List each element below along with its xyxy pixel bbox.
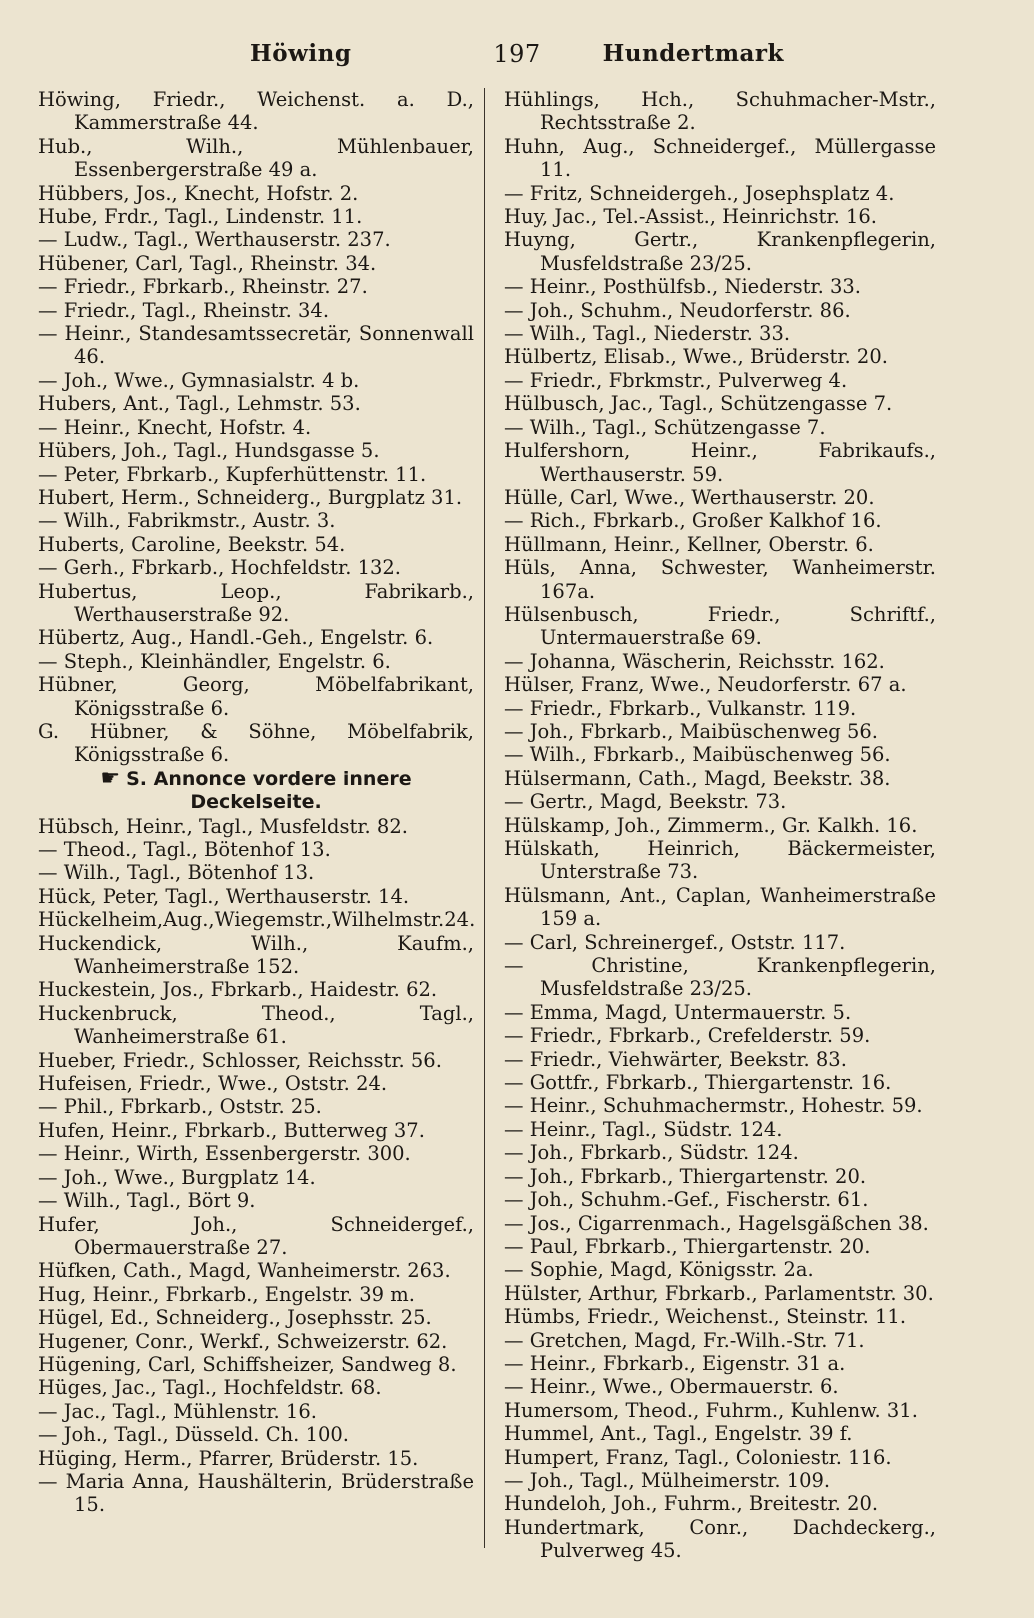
directory-entry: G. Hübner, & Söhne, Möbelfabrik, Königsstraße 6. (38, 719, 474, 767)
directory-entry: — Phil., Fbrkarb., Oststr. 25. (38, 1095, 322, 1119)
directory-entry: — Heinr., Posthülfsb., Niederstr. 33. (504, 275, 861, 299)
directory-entry: — Heinr., Wwe., Obermauerstr. 6. (504, 1375, 839, 1399)
directory-entry: Hufeisen, Friedr., Wwe., Oststr. 24. (38, 1072, 388, 1096)
directory-entry: — Emma, Magd, Untermauerstr. 5. (504, 1000, 852, 1024)
directory-entry: Hufen, Heinr., Fbrkarb., Butterweg 37. (38, 1118, 425, 1142)
directory-entry: — Wilh., Tagl., Schützengasse 7. (504, 415, 826, 439)
directory-entry: — Sophie, Magd, Königsstr. 2a. (504, 1258, 814, 1282)
directory-entry: — Joh., Schuhm.-Gef., Fischerstr. 61. (504, 1188, 869, 1212)
directory-entry: Huhn, Aug., Schneidergef., Müllergasse 11. (504, 134, 936, 182)
directory-entry: Hügel, Ed., Schneiderg., Josephsstr. 25. (38, 1306, 432, 1330)
directory-entry: — Heinr., Fbrkarb., Eigenstr. 31 a. (504, 1351, 846, 1375)
directory-entry: — Wilh., Fbrkarb., Maibüschenweg 56. (504, 743, 891, 767)
directory-entry: Hübertz, Aug., Handl.-Geh., Engelstr. 6. (38, 626, 434, 650)
directory-entry: — Maria Anna, Haushälterin, Brüderstraße 15. (38, 1469, 474, 1517)
directory-entry: — Joh., Schuhm., Neudorferstr. 86. (504, 298, 851, 322)
directory-entry: Hüges, Jac., Tagl., Hochfeldstr. 68. (38, 1376, 382, 1400)
directory-entry: Hüfken, Cath., Magd, Wanheimerstr. 263. (38, 1259, 451, 1283)
directory-entry: Humersom, Theod., Fuhrm., Kuhlenw. 31. (504, 1398, 918, 1422)
notice-line-1: S. Annonce vordere innere (126, 767, 412, 790)
directory-entry: Hübener, Carl, Tagl., Rheinstr. 34. (38, 251, 377, 275)
directory-entry: Hube, Frdr., Tagl., Lindenstr. 11. (38, 205, 363, 229)
header-left-keyword: Höwing (250, 40, 352, 67)
directory-entry: — Joh., Fbrkarb., Südstr. 124. (504, 1141, 799, 1165)
directory-entry: Hülbusch, Jac., Tagl., Schützengasse 7. (504, 392, 893, 416)
directory-entry: Hülser, Franz, Wwe., Neudorferstr. 67 a. (504, 673, 907, 697)
directory-entry: — Gottfr., Fbrkarb., Thiergartenstr. 16. (504, 1071, 892, 1095)
header-right-keyword: Hundertmark (602, 40, 784, 67)
pointing-hand-icon: ☛ (100, 765, 121, 791)
directory-entry: — Heinr., Standesamtssecretär, Sonnenwall 46. (38, 322, 474, 369)
directory-entry: Hülbertz, Elisab., Wwe., Brüderstr. 20. (504, 345, 888, 369)
directory-entry: — Jac., Tagl., Mühlenstr. 16. (38, 1399, 317, 1423)
directory-entry: Höwing, Friedr., Weichenst. a. D., Kammerstraße 44. (38, 88, 474, 135)
directory-entry: Hülskamp, Joh., Zimmerm., Gr. Kalkh. 16. (504, 813, 918, 837)
directory-entry: Hummel, Ant., Tagl., Engelstr. 39 f. (504, 1422, 853, 1446)
directory-entry: — Friedr., Fbrkmstr., Pulverweg 4. (504, 368, 848, 392)
directory-entry: — Christine, Krankenpflegerin, Musfeldstraße 23/25. (504, 954, 936, 1001)
directory-entry: Hückelheim,Aug.,Wiegemstr.,Wilhelmstr.24. (38, 908, 476, 932)
directory-entry: — Paul, Fbrkarb., Thiergartenstr. 20. (504, 1234, 871, 1258)
directory-entry: — Joh., Fbrkarb., Thiergartenstr. 20. (504, 1164, 867, 1188)
directory-entry: Hubert, Herm., Schneiderg., Burgplatz 31. (38, 485, 463, 509)
directory-entry: Hügening, Carl, Schiffsheizer, Sandweg 8. (38, 1352, 457, 1376)
directory-entry: — Jos., Cigarrenmach., Hagelsgäßchen 38. (504, 1211, 929, 1235)
directory-entry: Hulfershorn, Heinr., Fabrikaufs., Werthauserstr. 59. (504, 439, 936, 486)
directory-entry: Hübers, Joh., Tagl., Hundsgasse 5. (38, 439, 380, 463)
directory-entry: — Carl, Schreinergef., Oststr. 117. (504, 930, 846, 954)
directory-entry: Hülster, Arthur, Fbrkarb., Parlamentstr. 30. (504, 1281, 934, 1305)
directory-entry: Hubers, Ant., Tagl., Lehmstr. 53. (38, 392, 361, 416)
directory-entry: — Wilh., Fabrikmstr., Austr. 3. (38, 509, 336, 533)
directory-entry: — Friedr., Fbrkarb., Rheinstr. 27. (38, 275, 368, 299)
directory-entry: Hübner, Georg, Möbelfabrikant, Königsstraße 6. (38, 673, 474, 720)
directory-entry: Hüls, Anna, Schwester, Wanheimerstr. 167a. (504, 556, 936, 603)
directory-entry: Hubertus, Leop., Fabrikarb., Werthauserstraße 92. (38, 579, 474, 626)
directory-entry: — Ludw., Tagl., Werthauserstr. 237. (38, 228, 391, 252)
directory-entry: — Steph., Kleinhändler, Engelstr. 6. (38, 649, 391, 673)
directory-entry: Hülsenbusch, Friedr., Schriftf., Untermauerstraße 69. (504, 602, 936, 650)
directory-entry: Hundeloh, Joh., Fuhrm., Breitestr. 20. (504, 1492, 879, 1516)
directory-entry: — Joh., Tagl., Düsseld. Ch. 100. (38, 1423, 350, 1447)
directory-entry: Hülsermann, Cath., Magd, Beekstr. 38. (504, 766, 891, 790)
page-number: 197 (493, 40, 541, 68)
directory-entry: — Gretchen, Magd, Fr.-Wilh.-Str. 71. (504, 1328, 865, 1352)
directory-entry: Humpert, Franz, Tagl., Coloniestr. 116. (504, 1445, 892, 1469)
directory-entry: Hübsch, Heinr., Tagl., Musfeldstr. 82. (38, 814, 408, 838)
directory-entry: Hück, Peter, Tagl., Werthauserstr. 14. (38, 884, 410, 908)
directory-entry: — Rich., Fbrkarb., Großer Kalkhof 16. (504, 509, 882, 533)
directory-entry: — Joh., Tagl., Mülheimerstr. 109. (504, 1468, 831, 1492)
directory-entry: — Wilh., Tagl., Bört 9. (38, 1189, 256, 1213)
directory-entry: — Joh., Wwe., Gymnasialstr. 4 b. (38, 368, 360, 392)
directory-entry: — Heinr., Wirth, Essenbergerstr. 300. (38, 1142, 411, 1166)
notice-line-2: Deckelseite. (190, 791, 322, 814)
directory-entry: — Peter, Fbrkarb., Kupferhüttenstr. 11. (38, 462, 427, 486)
directory-entry: Hüging, Herm., Pfarrer, Brüderstr. 15. (38, 1446, 419, 1470)
right-column (504, 88, 936, 1563)
directory-entry: — Wilh., Tagl., Bötenhof 13. (38, 861, 315, 885)
directory-entry: — Friedr., Fbrkarb., Crefelderstr. 59. (504, 1024, 871, 1048)
directory-entry: Hülskath, Heinrich, Bäckermeister, Unterstraße 73. (504, 837, 936, 884)
directory-entry: — Wilh., Tagl., Niederstr. 33. (504, 322, 791, 346)
directory-entry: Hülle, Carl, Wwe., Werthauserstr. 20. (504, 485, 875, 509)
directory-entry: — Theod., Tagl., Bötenhof 13. (38, 838, 331, 861)
directory-entry: Hug, Heinr., Fbrkarb., Engelstr. 39 m. (38, 1282, 415, 1306)
directory-entry: — Gerh., Fbrkarb., Hochfeldstr. 132. (38, 556, 402, 580)
directory-entry: Huy, Jac., Tel.-Assist., Heinrichstr. 16. (504, 205, 877, 229)
directory-entry: Hundertmark, Conr., Dachdeckerg., Pulverweg 45. (504, 1515, 936, 1563)
directory-entry: — Heinr., Knecht, Hofstr. 4. (38, 415, 312, 439)
advertisement-notice (38, 767, 474, 815)
directory-entry: — Friedr., Viehwärter, Beekstr. 83. (504, 1047, 847, 1071)
directory-entry: — Heinr., Tagl., Südstr. 124. (504, 1117, 783, 1141)
left-column (38, 88, 474, 1517)
directory-entry: — Johanna, Wäscherin, Reichsstr. 162. (504, 649, 885, 673)
directory-entry: Hühlings, Hch., Schuhmacher-Mstr., Rechtsstraße 2. (504, 88, 936, 135)
directory-entry: Hüllmann, Heinr., Kellner, Oberstr. 6. (504, 532, 874, 556)
directory-entry: Huckestein, Jos., Fbrkarb., Haidestr. 62. (38, 978, 438, 1002)
directory-entry: — Heinr., Schuhmachermstr., Hohestr. 59. (504, 1094, 923, 1118)
directory-entry: — Fritz, Schneidergeh., Josephsplatz 4. (504, 181, 895, 205)
directory-entry: Hub., Wilh., Mühlenbauer, Essenbergerstraße 49 a. (38, 134, 474, 182)
column-divider (484, 88, 485, 1548)
page-header (0, 40, 1034, 74)
directory-entry: — Friedr., Fbrkarb., Vulkanstr. 119. (504, 696, 857, 720)
directory-entry: — Joh., Wwe., Burgplatz 14. (38, 1165, 316, 1189)
directory-entry: Hümbs, Friedr., Weichenst., Steinstr. 11. (504, 1305, 907, 1329)
directory-entry: — Gertr., Magd, Beekstr. 73. (504, 790, 787, 814)
directory-entry: Huyng, Gertr., Krankenpflegerin, Musfeldstraße 23/25. (504, 228, 936, 275)
directory-entry: Hübbers, Jos., Knecht, Hofstr. 2. (38, 181, 359, 205)
directory-entry: — Friedr., Tagl., Rheinstr. 34. (38, 298, 330, 322)
directory-entry: Hülsmann, Ant., Caplan, Wanheimerstraße 159 a. (504, 883, 936, 931)
directory-entry: — Joh., Fbrkarb., Maibüschenweg 56. (504, 719, 878, 743)
directory-entry: Huckenbruck, Theod., Tagl., Wanheimerstraße 61. (38, 1001, 474, 1049)
directory-entry: Huberts, Caroline, Beekstr. 54. (38, 532, 346, 556)
directory-entry: Huckendick, Wilh., Kaufm., Wanheimerstraße 152. (38, 931, 474, 979)
directory-entry: Hugener, Conr., Werkf., Schweizerstr. 62. (38, 1329, 448, 1353)
directory-entry: Hueber, Friedr., Schlosser, Reichsstr. 56. (38, 1048, 442, 1072)
directory-entry: Hufer, Joh., Schneidergef., Obermauerstraße 27. (38, 1212, 474, 1259)
